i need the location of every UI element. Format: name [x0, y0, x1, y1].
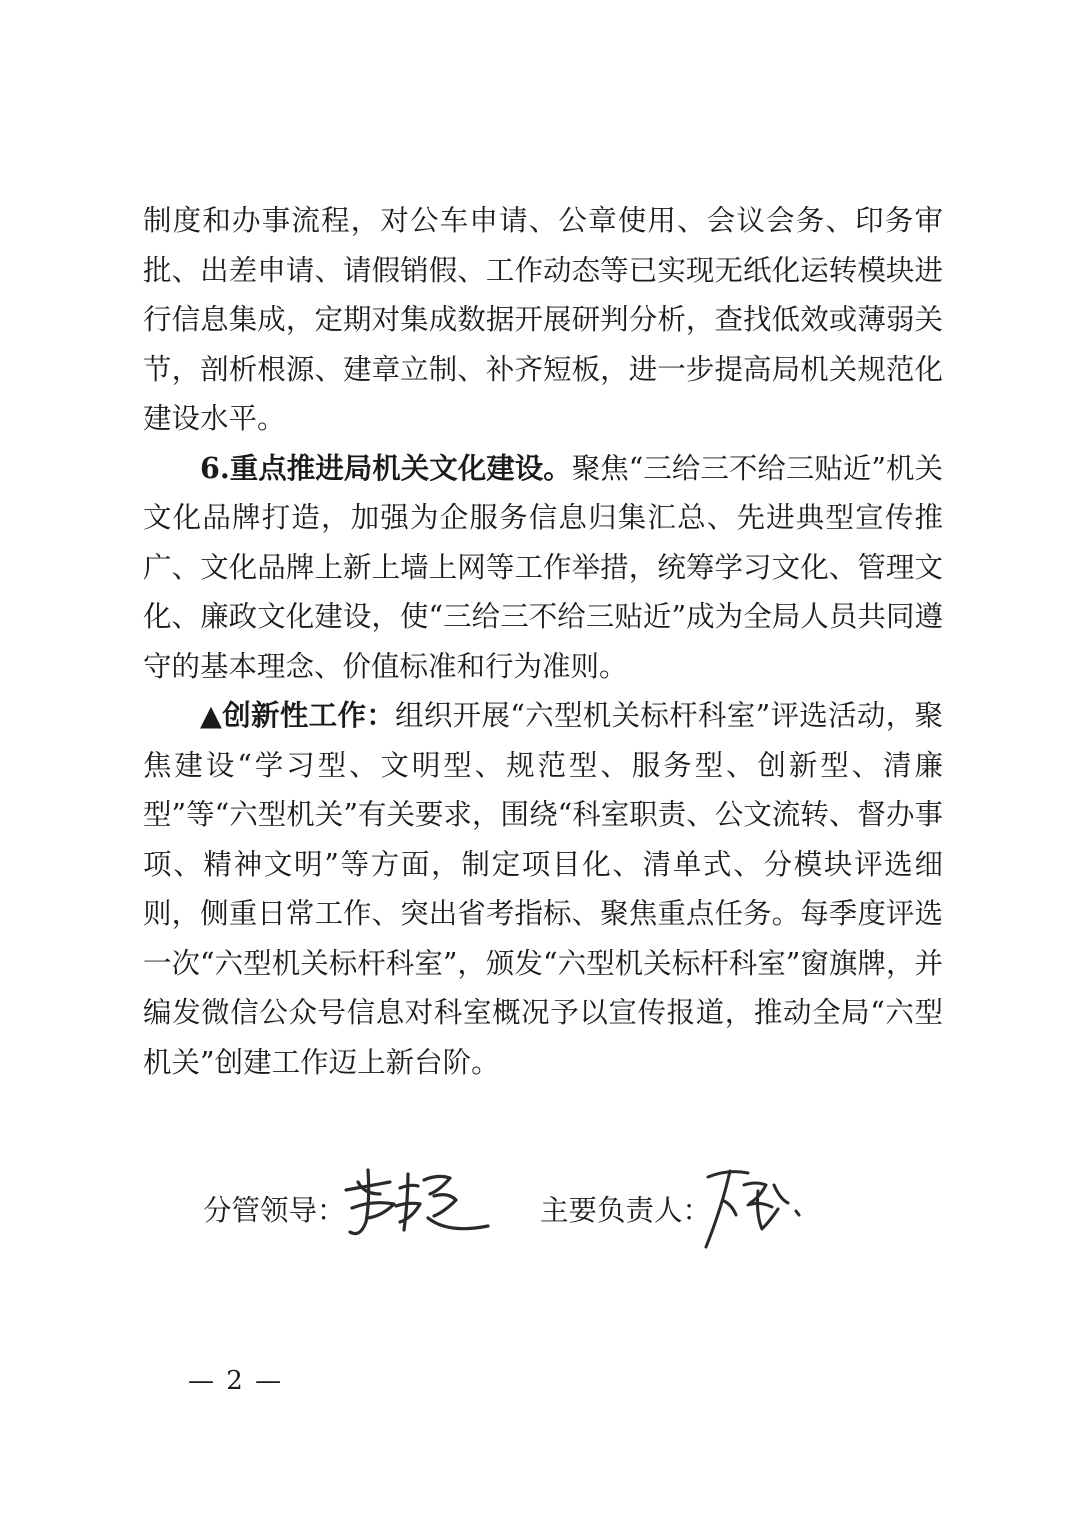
innovative-work-heading: ▲创新性工作：	[200, 698, 396, 732]
leader-handwritten-signature	[338, 1160, 498, 1250]
section-heading-6: 6.重点推进局机关文化建设。	[200, 450, 572, 485]
document-body	[143, 196, 943, 1087]
paragraph-innovative-work	[143, 691, 943, 1087]
leader-label: 分管领导：	[203, 1194, 346, 1227]
page-number: — 2 —	[188, 1366, 284, 1396]
principal-handwritten-signature	[700, 1155, 810, 1260]
signature-block	[0, 1155, 1080, 1265]
principal-label: 主要负责人：	[540, 1194, 712, 1227]
section-body-6: 聚焦“三给三不给三贴近”机关文化品牌打造，加强为企服务信息归集汇总、先进典型宣传推广、文化品牌上新上墙上网等工作举措，统筹学习文化、管理文化、廉政文化建设，使“三给三不给三贴近”成为全局人员共同遵守的基本理念、价值标准和行为准则。	[143, 451, 943, 683]
innovative-work-body: 组织开展“六型机关标杆科室”评选活动，聚焦建设“学习型、文明型、规范型、服务型、创新型、清廉型”等“六型机关”有关要求，围绕“科室职责、公文流转、督办事项、精神文明”等方面，制定项目化、清单式、分模块评选细则，侧重日常工作、突出省考指标、聚焦重点任务。每季度评选一次“六型机关标杆科室”，颁发“六型机关标杆科室”窗旗牌，并编发微信公众号信息对科室概况予以宣传报道，推动全局“六型机关”创建工作迈上新台阶。	[143, 699, 943, 1079]
paragraph-culture-building	[143, 444, 943, 692]
paragraph-continuation: 制度和办事流程，对公车申请、公章使用、会议会务、印务审批、出差申请、请假销假、工作动态等已实现无纸化运转模块进行信息集成，定期对集成数据开展研判分析，查找低效或薄弱关节，剖析根源、建章立制、补齐短板，进一步提高局机关规范化建设水平。	[143, 204, 943, 435]
